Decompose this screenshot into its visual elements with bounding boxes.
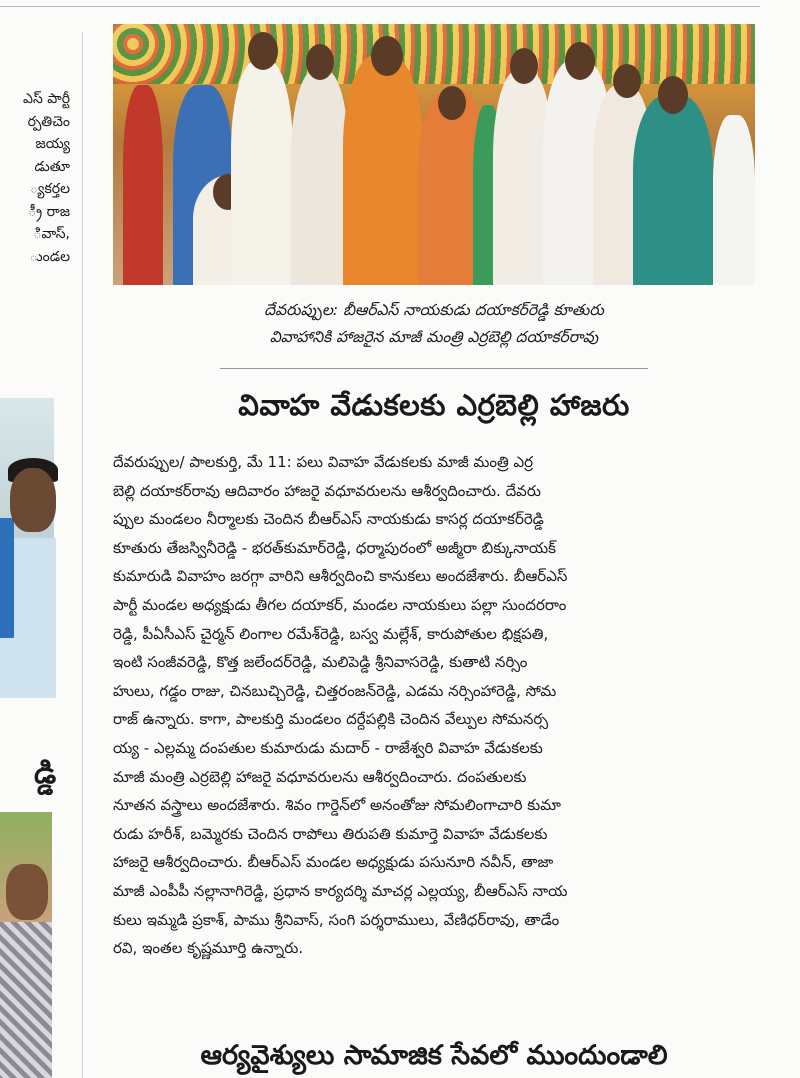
column-divider xyxy=(82,32,83,1078)
article-line: పార్టీ మండల అధ్యక్షుడు తీగల దయాకర్, మండల నాయకులు పల్లా సుందరరాం xyxy=(113,595,567,614)
left-text-fragments xyxy=(0,88,70,268)
article-line: కుమారుడి వివాహం జరగ్గా వారిని ఆశీర్వదించి కానుకలు అందజేశారు. బీఆర్ఎస్ xyxy=(113,567,568,586)
article-line: రాజ్ ఉన్నారు. కాగా, పాలకుర్తి మండలం దర్దేపల్లికి చెందిన వేల్పుల సోమనర్స xyxy=(113,710,549,729)
left-fragment-line: ివాస్, xyxy=(33,226,70,242)
article-line: కూతురు తేజస్వినీరెడ్డి - భరత్‌కుమార్‌రెడ్డి, ధర్మాపురంలో అజ్మీరా బిక్కునాయక్ xyxy=(113,538,556,557)
article-line: మాజీ ఎంపీపీ నల్లానాగిరెడ్డి, ప్రధాన కార్యదర్శి మాచర్ల ఎల్లయ్య, బీఆర్ఎస్ నాయ xyxy=(113,881,568,900)
left-photo-man-2 xyxy=(0,812,52,1078)
left-fragment-line: డుతూ xyxy=(34,158,70,175)
left-fragment-line: ఎస్ పార్టీ xyxy=(23,91,70,107)
article-line: హులు, గడ్డం రాజు, చినబుచ్చిరెడ్డి, చిత్తరంజన్‌రెడ్డి, ఎడమ నర్సింహారెడ్డి, సోమ xyxy=(113,681,557,700)
caption-rule xyxy=(220,368,648,369)
article-body xyxy=(113,448,755,963)
left-photo-man xyxy=(0,398,54,694)
article-line: మాజీ మంత్రి ఎర్రబెల్లి హాజరై వధూవరులను ఆశీర్వదించారు. దంపతులకు xyxy=(113,767,527,786)
article-line: హాజరై ఆశీర్వదించారు. బీఆర్ఎస్ మండల అధ్యక్షుడు పసునూరి నవీన్, తాజా xyxy=(113,853,554,872)
left-fragment-line: జయ్య xyxy=(35,136,70,152)
top-rule xyxy=(0,6,760,7)
article-headline: వివాహ వేడుకలకు ఎర్రబెల్లి హాజరు xyxy=(238,388,630,422)
article-line: య్య - ఎల్లమ్మ దంపతుల కుమారుడు మదార్ - రాజేశ్వరి వివాహ వేడుకలకు xyxy=(113,738,543,757)
wedding-photo xyxy=(113,24,755,285)
article-line: రవి, ఇంతల కృష్ణమూర్తి ఉన్నారు. xyxy=(113,939,304,958)
left-fragment-line: ర్పతిచెం xyxy=(27,113,70,130)
article-line: ఇంటి సంజీవరెడ్డి, కొత్త జలేందర్‌రెడ్డి, మలిపెడ్డి శ్రీనివాసరెడ్డి, కుతాటి నర్సిం xyxy=(113,653,528,672)
caption-line-1: దేవరుప్పుల: బీఆర్ఎస్ నాయకుడు దయాకర్‌రెడ్డి కూతురు xyxy=(264,301,604,319)
article-line: దేవరుప్పుల/ పాలకుర్తి, మే 11: పలు వివాహ వేడుకలకు మాజీ మంత్రి ఎర్ర xyxy=(113,453,534,471)
next-article-headline: ఆర్యవైశ్యులు సామాజిక సేవలో ముందుండాలి xyxy=(200,1040,668,1071)
caption-line-2: వివాహానికి హాజరైన మాజీ మంత్రి ఎర్రబెల్లి దయాకర్‌రావు xyxy=(269,328,599,346)
left-fragment-line: ్యకర్తల xyxy=(29,181,70,197)
article-line: కులు ఇమ్మడి ప్రకాశ్, పాము శ్రీనివాస్, సంగి పర్శరాములు, వేణిధర్‌రావు, తాడేం xyxy=(113,910,560,929)
left-fragment-line: ుండల xyxy=(29,248,70,265)
article-line: రుడు హరీశ్, బమ్మెరకు చెందిన రాపోలు తిరుపతి కుమార్తె వివాహ వేడుకలకు xyxy=(113,824,548,843)
photo-caption xyxy=(113,297,755,351)
article-line: నూతన వస్త్రాలు అందజేశారు. శివం గార్డెన్‌లో అనంతోజు సోమలింగాచారి కుమా xyxy=(113,796,561,815)
article-line: బెల్లి దయాకర్‌రావు ఆదివారం హాజరై వధూవరులను ఆశీర్వదించారు. దేవరు xyxy=(113,481,541,500)
left-fragment-line: ్రీ రాజ xyxy=(28,203,70,220)
left-clipped-column xyxy=(0,0,70,1078)
article-line: ప్పుల మండలం నీర్మాలకు చెందిన బీఆర్ఎస్ నాయకుడు కాసర్ల దయాకర్‌రెడ్డి xyxy=(113,510,544,529)
article-line: రెడ్డి, పీఏసీఎస్ చైర్మన్ లింగాల రమేశ్‌రెడ్డి, బస్వ మల్లేశ్, కారుపోతుల భిక్షపతి, xyxy=(113,624,549,643)
left-partial-headline: డ్డి xyxy=(34,756,57,791)
